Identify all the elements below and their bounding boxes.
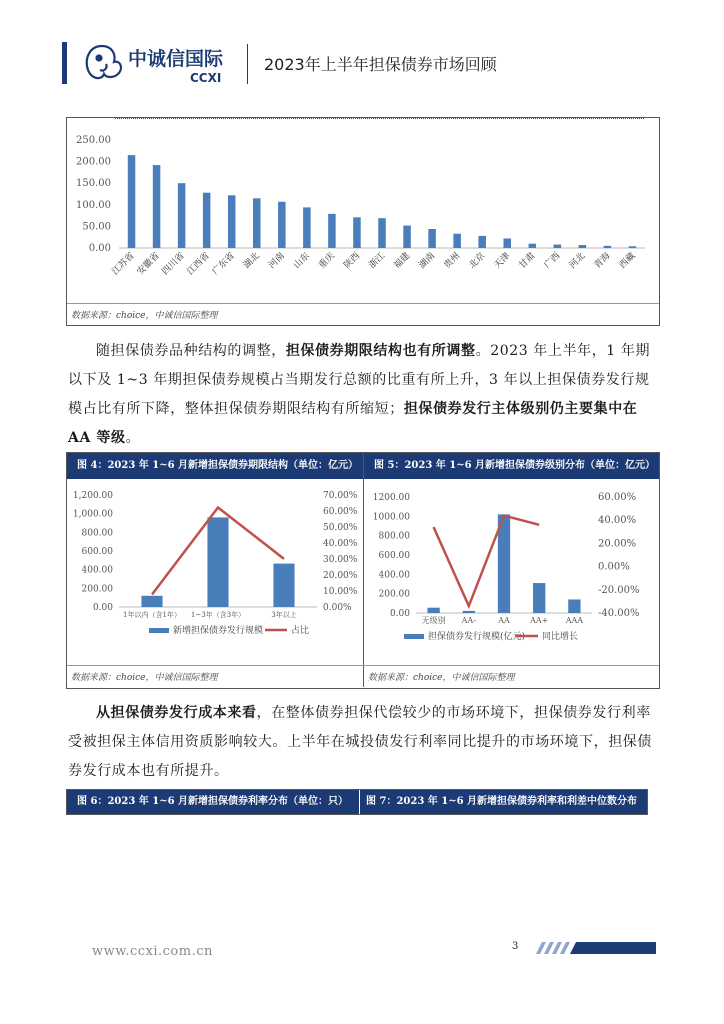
y-left-tick-label: 0.00	[389, 609, 410, 619]
x-tick-label: 1~3年（含3年）	[190, 611, 246, 619]
bar	[554, 245, 562, 248]
x-tick-label: AAA	[565, 616, 584, 625]
x-tick-label: 浙江	[367, 251, 388, 271]
figure-4-source: 数据来源：choice，中诚信国际整理	[71, 673, 218, 683]
x-tick-label: 3年以上	[271, 611, 297, 619]
y-right-tick-label: 0.00%	[598, 561, 630, 573]
y-right-tick-label: 60.00%	[598, 492, 637, 503]
bar	[463, 611, 475, 613]
bar	[278, 202, 286, 248]
x-tick-label: AA+	[530, 616, 549, 625]
y-right-tick-label: 60.00%	[323, 507, 358, 517]
y-tick-label: 50.00	[82, 221, 111, 233]
x-tick-label: 无级别	[421, 616, 446, 625]
y-right-tick-label: 0.00%	[323, 603, 352, 613]
y-left-tick-label: 200.00	[378, 589, 410, 600]
y-left-tick-label: 400.00	[81, 565, 113, 576]
province-chart-box	[66, 117, 660, 326]
bar	[228, 195, 236, 248]
line-series	[434, 516, 540, 606]
bar	[579, 245, 587, 248]
x-tick-label: 广东省	[210, 251, 237, 278]
x-tick-label: 甘肃	[517, 251, 538, 271]
bar	[568, 599, 580, 613]
x-tick-label: 天津	[492, 251, 513, 271]
bar	[273, 564, 294, 607]
bar	[353, 217, 361, 248]
bar	[533, 583, 545, 613]
bar	[253, 198, 261, 248]
svg-text:中诚信国际: 中诚信国际	[128, 48, 224, 70]
y-right-tick-label: 40.00%	[323, 539, 358, 549]
source-divider	[67, 303, 659, 304]
legend-bar-label: 担保债券发行规模(亿元)	[428, 632, 526, 642]
bar	[503, 238, 511, 248]
x-tick-label: 河北	[567, 251, 588, 271]
legend-line-label: 同比增长	[542, 632, 579, 642]
bar	[207, 517, 228, 607]
figure-7-title: 图 7：2023 年 1~6 月新增担保债券利率和利差中位数分布	[360, 790, 647, 814]
footer-stripe-decoration	[530, 940, 656, 954]
bar	[453, 234, 461, 248]
x-tick-label: 河南	[267, 251, 287, 271]
bar	[629, 246, 637, 248]
rating-distribution-chart	[364, 479, 659, 665]
y-right-tick-label: -40.00%	[598, 608, 640, 619]
bar	[128, 155, 136, 248]
x-tick-label: 北京	[467, 251, 488, 271]
x-tick-label: AA	[498, 616, 510, 625]
y-left-tick-label: 600.00	[81, 547, 113, 557]
y-tick-label: 250.00	[76, 135, 111, 146]
x-tick-label: 青海	[592, 251, 613, 271]
svg-text:CCXI: CCXI	[190, 71, 222, 85]
page-title: 2023年上半年担保债券市场回顾	[264, 55, 497, 74]
figure-4-title: 图 4：2023 年 1~6 月新增担保债券期限结构（单位：亿元）	[67, 453, 363, 479]
legend-bar-label: 新增担保债券发行规模	[173, 626, 264, 636]
y-tick-label: 150.00	[76, 178, 111, 190]
y-right-tick-label: -20.00%	[598, 584, 640, 596]
bar	[303, 207, 311, 248]
figure-5-source: 数据来源：choice，中诚信国际整理	[368, 673, 515, 683]
figure-5-title: 图 5：2023 年 1~6 月新增担保债券级别分布（单位：亿元）	[364, 453, 659, 479]
y-left-tick-label: 1,000.00	[72, 509, 113, 520]
bar	[604, 246, 612, 248]
y-right-tick-label: 20.00%	[598, 538, 637, 550]
y-left-tick-label: 400.00	[378, 570, 410, 581]
bar	[178, 183, 186, 248]
bar	[529, 244, 537, 248]
x-tick-label: 福建	[392, 251, 413, 271]
legend-bar-swatch	[404, 634, 424, 639]
x-tick-label: 广西	[542, 251, 563, 271]
y-tick-label: 0.00	[88, 243, 111, 254]
figure-4-5-box	[66, 452, 660, 689]
y-right-tick-label: 70.00%	[323, 491, 358, 501]
bar	[153, 165, 161, 248]
y-left-tick-label: 600.00	[378, 551, 410, 561]
y-left-tick-label: 1000.00	[372, 512, 410, 523]
page-number: 3	[512, 941, 519, 952]
chart-source: 数据来源：choice，中诚信国际整理	[71, 311, 218, 321]
bar	[428, 229, 436, 248]
legend-line-label: 占比	[291, 626, 310, 636]
paragraph-issuance-cost: 从担保债券发行成本来看，在整体债券担保代偿较少的市场环境下，担保债券发行利率受被担保主体信用资质影响较大。上半年在城投债发行利率同比提升的市场环境下，担保债券发行成本也有所提升。	[68, 705, 652, 779]
x-tick-label: 山东	[292, 251, 312, 271]
y-right-tick-label: 10.00%	[323, 587, 358, 597]
x-tick-label: 江苏省	[110, 251, 137, 278]
source-divider	[67, 665, 659, 666]
y-left-tick-label: 0.00	[92, 603, 113, 613]
figure-6-title: 图 6：2023 年 1~6 月新增担保债券利率分布（单位：只）	[67, 790, 359, 814]
x-tick-label: 西藏	[617, 251, 638, 271]
y-left-tick-label: 800.00	[81, 528, 113, 539]
footer-url[interactable]: www.ccxi.com.cn	[92, 944, 213, 959]
x-tick-label: 江西省	[185, 251, 212, 278]
y-right-tick-label: 50.00%	[323, 523, 358, 533]
bar	[328, 214, 336, 248]
x-tick-label: 四川省	[160, 251, 187, 278]
x-tick-label: 1年以内（含1年）	[123, 611, 181, 619]
x-tick-label: 湖南	[417, 251, 438, 271]
x-tick-label: 陕西	[342, 251, 363, 271]
bar	[427, 608, 439, 613]
header-accent-bar	[62, 42, 67, 84]
y-right-tick-label: 20.00%	[323, 571, 358, 581]
ccxi-logo	[82, 40, 242, 86]
x-tick-label: 重庆	[317, 251, 338, 271]
x-tick-label: 安徽省	[135, 251, 162, 278]
y-left-tick-label: 1200.00	[372, 493, 410, 503]
province-bar-chart	[67, 118, 659, 304]
x-tick-label: 湖北	[242, 251, 262, 271]
paragraph-term-structure: 随担保债券品种结构的调整，担保债券期限结构也有所调整。2023 年上半年，1 年期以下及 1~3 年期担保债券规模占当期发行总额的比重有所上升，3 年以上担保债券发行规模占比有所下降，整体担保债券期限结构有所缩短；担保债券发行主体级别仍主要集中在 AA 等级。	[68, 343, 651, 446]
y-right-tick-label: 30.00%	[323, 555, 358, 565]
x-tick-label: 贵州	[442, 251, 463, 271]
y-left-tick-label: 1,200.00	[72, 491, 113, 501]
header-divider	[247, 44, 248, 84]
y-right-tick-label: 40.00%	[598, 515, 637, 527]
bar	[203, 193, 211, 248]
bar	[478, 236, 486, 248]
y-tick-label: 100.00	[76, 199, 111, 211]
y-left-tick-label: 800.00	[378, 531, 410, 542]
term-structure-chart	[67, 479, 363, 665]
y-tick-label: 200.00	[76, 156, 111, 168]
figure-6-7-box	[66, 789, 648, 815]
y-left-tick-label: 200.00	[81, 584, 113, 595]
x-tick-label: AA-	[461, 616, 476, 625]
bar	[378, 218, 386, 248]
legend-bar-swatch	[149, 628, 169, 633]
bar	[141, 596, 162, 607]
bar	[403, 226, 411, 248]
